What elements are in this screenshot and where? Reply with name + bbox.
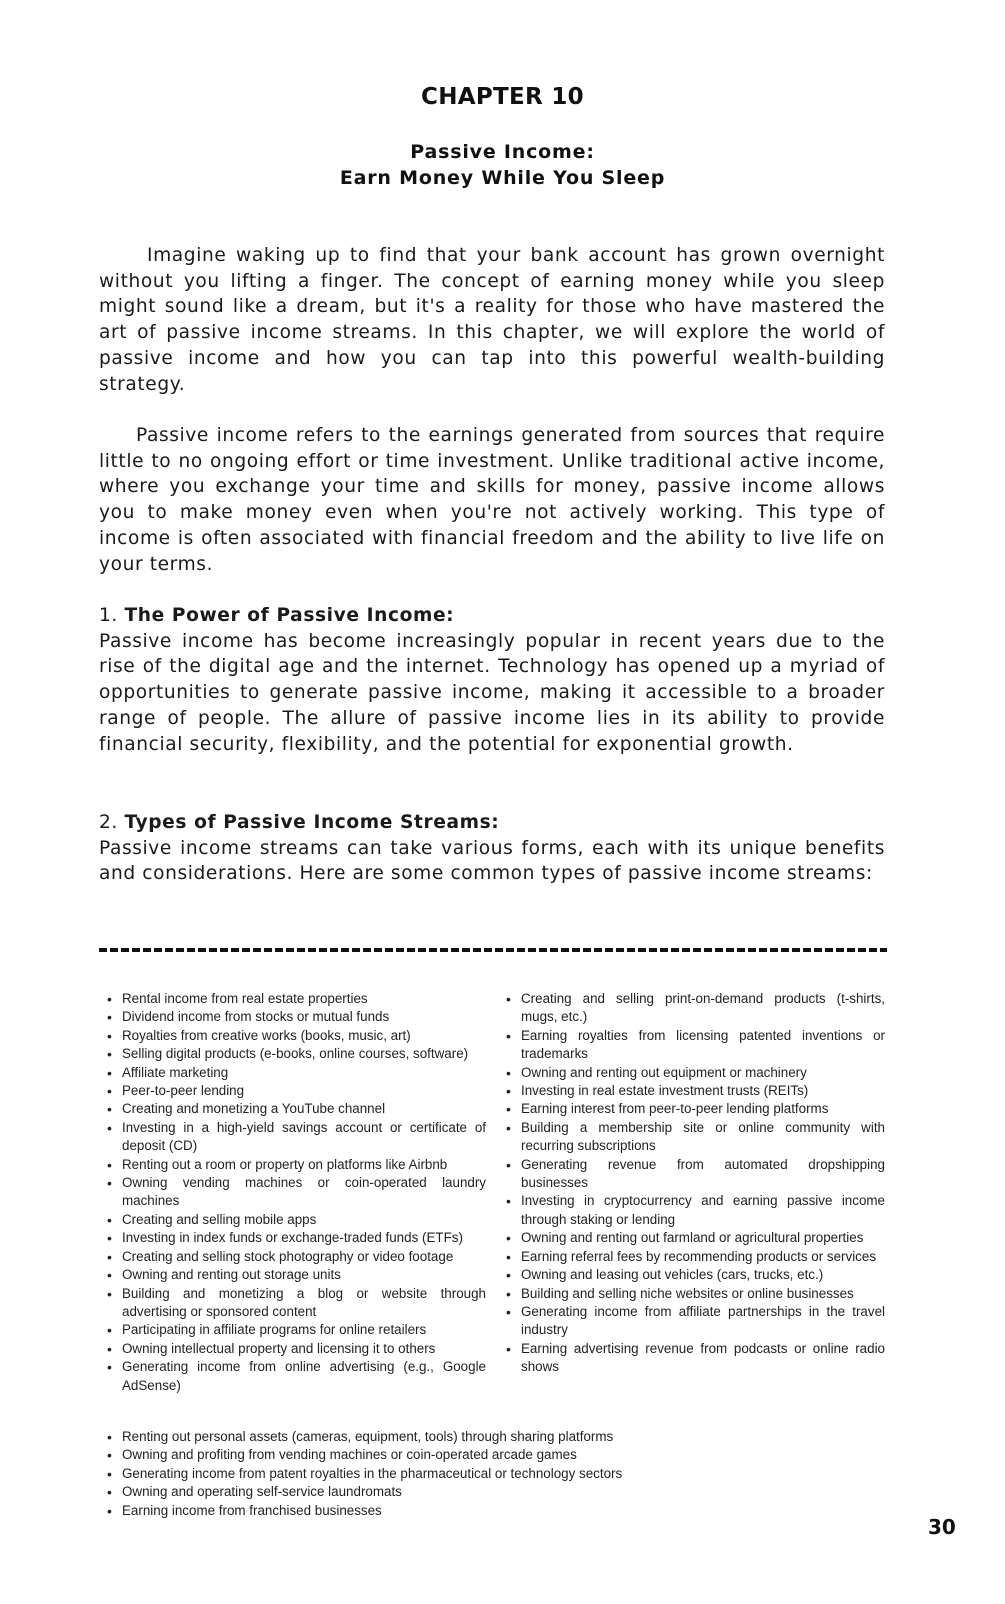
list-item: • Owning and leasing out vehicles (cars, trucks, etc.) <box>505 1266 885 1284</box>
list-item: • Peer-to-peer lending <box>106 1082 486 1100</box>
list-item: • Owning and renting out storage units <box>106 1266 486 1284</box>
subtitle-line-2: Earn Money While You Sleep <box>339 167 666 189</box>
list-item: • Creating and selling mobile apps <box>106 1211 486 1229</box>
intro-paragraph-1 <box>99 243 885 397</box>
section-power-of-passive-income <box>99 603 885 757</box>
list-item: • Rental income from real estate properties <box>106 990 486 1008</box>
paragraph-text: Passive income refers to the earnings generated from sources that require little to no ongoing effort or time investment. Unlike traditional active income, where you exchange your time and skills for money, passive income allows you to make money even when you're not actively working. This type of income is often associated with financial freedom and the ability to live life on your terms. <box>99 425 885 575</box>
list-item: • Earning income from franchised businesses <box>106 1502 906 1520</box>
subtitle-line-1: Passive Income: <box>410 141 595 163</box>
list-item: • Investing in index funds or exchange-traded funds (ETFs) <box>106 1229 486 1247</box>
section-number: 1. <box>99 605 118 626</box>
section-title: The Power of Passive Income: <box>124 605 455 626</box>
list-item: • Royalties from creative works (books, music, art) <box>106 1027 486 1045</box>
dashed-divider <box>99 948 887 952</box>
list-item: • Earning referral fees by recommending products or services <box>505 1248 885 1266</box>
section-number: 2. <box>99 812 118 833</box>
chapter-subtitle <box>0 139 1005 191</box>
list-item: • Owning and renting out equipment or machinery <box>505 1064 885 1082</box>
section-title: Types of Passive Income Streams: <box>124 812 500 833</box>
list-item: • Building and monetizing a blog or website through advertising or sponsored content <box>106 1285 486 1322</box>
list-item: • Owning intellectual property and licensing it to others <box>106 1340 486 1358</box>
list-item: • Earning interest from peer-to-peer lending platforms <box>505 1100 885 1118</box>
list-item: • Building and selling niche websites or online businesses <box>505 1285 885 1303</box>
list-item: • Generating income from patent royalties in the pharmaceutical or technology sectors <box>106 1465 906 1483</box>
chapter-heading: CHAPTER 10 <box>421 84 584 110</box>
page-number: 30 <box>928 1515 956 1539</box>
list-item: • Renting out a room or property on platforms like Airbnb <box>106 1156 486 1174</box>
list-item: • Generating revenue from automated dropshipping businesses <box>505 1156 885 1193</box>
intro-paragraph-2 <box>99 423 885 577</box>
list-item: • Affiliate marketing <box>106 1064 486 1082</box>
list-item: • Investing in cryptocurrency and earning passive income through staking or lending <box>505 1192 885 1229</box>
list-item: • Owning and operating self-service laundromats <box>106 1483 906 1501</box>
list-item: • Investing in real estate investment trusts (REITs) <box>505 1082 885 1100</box>
bullet-list-bottom <box>106 1428 906 1520</box>
section-heading <box>99 603 885 629</box>
list-item: • Renting out personal assets (cameras, equipment, tools) through sharing platforms <box>106 1428 906 1446</box>
section-types-of-streams <box>99 810 885 887</box>
list-item: • Owning vending machines or coin-operated laundry machines <box>106 1174 486 1211</box>
paragraph-text: Imagine waking up to find that your bank account has grown overnight without you lifting a finger. The concept of earning money while you sleep might sound like a dream, but it's a reality for those who have mastered the art of passive income streams. In this chapter, we will explore the world of passive income and how you can tap into this powerful wealth-building strategy. <box>99 245 885 395</box>
list-item: • Earning royalties from licensing patented inventions or trademarks <box>505 1027 885 1064</box>
list-item: • Generating income from affiliate partnerships in the travel industry <box>505 1303 885 1340</box>
list-item: • Creating and selling stock photography or video footage <box>106 1248 486 1266</box>
bullet-list-right <box>505 990 885 1377</box>
section-heading <box>99 810 885 836</box>
list-item: • Investing in a high-yield savings account or certificate of deposit (CD) <box>106 1119 486 1156</box>
list-item: • Generating income from online advertising (e.g., Google AdSense) <box>106 1358 486 1395</box>
bullet-list-left <box>106 990 486 1395</box>
list-item: • Owning and renting out farmland or agricultural properties <box>505 1229 885 1247</box>
section-text: Passive income has become increasingly popular in recent years due to the rise of the digital age and the internet. Technology has opened up a myriad of opportunities to generate passive income, making it accessible to a broader range of people. The allure of passive income lies in its ability to provide financial security, flexibility, and the potential for exponential growth. <box>99 630 885 755</box>
list-item: • Owning and profiting from vending machines or coin-operated arcade games <box>106 1446 906 1464</box>
list-item: • Selling digital products (e-books, online courses, software) <box>106 1045 486 1063</box>
section-text: Passive income streams can take various forms, each with its unique benefits and considerations. Here are some common types of passive income streams: <box>99 837 885 885</box>
list-item: • Creating and selling print-on-demand products (t-shirts, mugs, etc.) <box>505 990 885 1027</box>
list-item: • Building a membership site or online community with recurring subscriptions <box>505 1119 885 1156</box>
list-item: • Participating in affiliate programs for online retailers <box>106 1321 486 1339</box>
list-item: • Creating and monetizing a YouTube channel <box>106 1100 486 1118</box>
list-item: • Earning advertising revenue from podcasts or online radio shows <box>505 1340 885 1377</box>
list-item: • Dividend income from stocks or mutual funds <box>106 1008 486 1026</box>
